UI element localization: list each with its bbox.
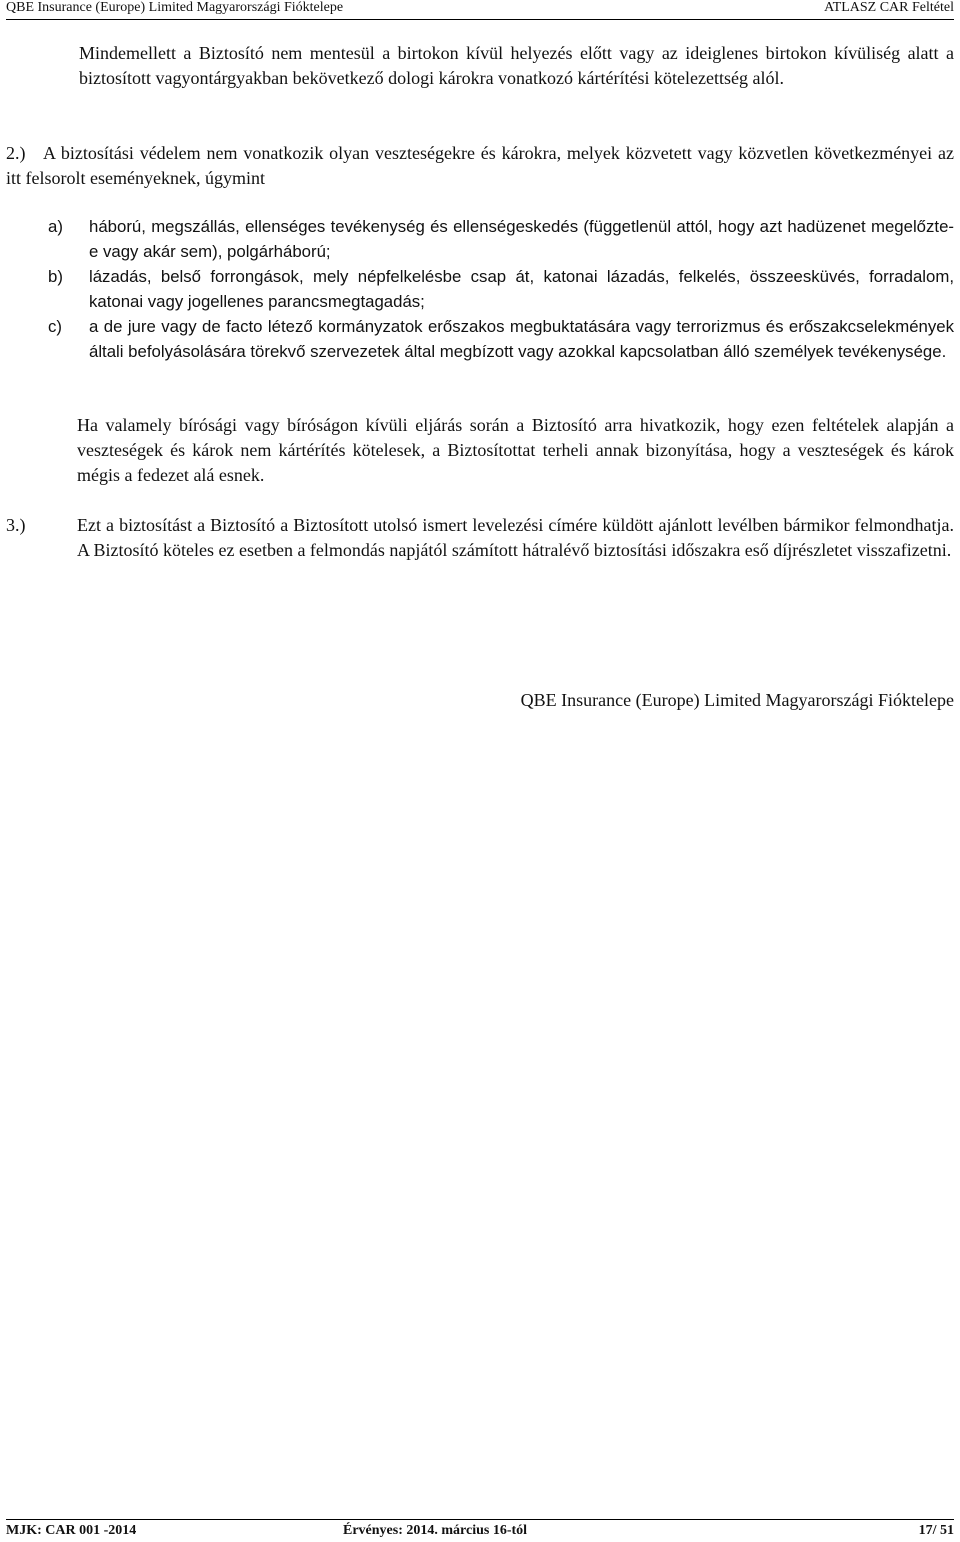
list-item-label-c: c) [48, 317, 62, 336]
footer-code: MJK: CAR 001 -2014 [6, 1523, 137, 1538]
page-header [6, 0, 954, 20]
header-doc-title: ATLASZ CAR Feltétel [824, 0, 954, 15]
section-2-lead: A biztosítási védelem nem vonatkozik olyan veszteségekre és károkra, melyek közvetett vagy közvetlen következményei az itt felsorolt eseményeknek, úgymint [6, 143, 954, 188]
page-footer [6, 1519, 954, 1542]
section-2-number: 2.) [6, 143, 26, 163]
list-item-a: háború, megszállás, ellenséges tevékenység és ellenségeskedés (függetlenül attól, hogy azt hadüzenet megelőzte-e vagy akár sem), polgárháború; [89, 217, 954, 261]
list-item-b: lázadás, belső forrongások, mely népfelkelésbe csap át, katonai lázadás, felkelés, összeesküvés, forradalom, katonai vagy jogellenes parancsmegtagadás; [89, 267, 954, 311]
section-3-text: Ezt a biztosítást a Biztosító a Biztosított utolsó ismert levelezési címére küldött ajánlott levélben bármikor felmondhatja. A Biztosító köteles ez esetben a felmondás napjától számított hátralévő biztosítási időszakra eső díjrészletet visszafizetni. [77, 515, 954, 560]
intro-paragraph: Mindemellett a Biztosító nem mentesül a birtokon kívül helyezés előtt vagy az ideiglenes birtokon kívüliség alatt a biztosított vagyontárgyakban bekövetkező dologi károkra vonatkozó kártérítési kötelezettség alól. [79, 43, 954, 88]
header-company: QBE Insurance (Europe) Limited Magyarországi Fióktelepe [6, 0, 344, 15]
section-3-number: 3.) [6, 515, 26, 535]
section-2-closing: Ha valamely bírósági vagy bíróságon kívüli eljárás során a Biztosító arra hivatkozik, hogy ezen feltételek alapján a veszteségek és károk nem kártérítés kötelesek, a Biztosítottat terheli annak bizonyítása, hogy a veszteségek és károk mégis a fedezet alá esnek. [77, 415, 954, 485]
list-item-label-b: b) [48, 267, 63, 286]
list-item-label-a: a) [48, 217, 63, 236]
signature-company: QBE Insurance (Europe) Limited Magyarországi Fióktelepe [520, 690, 954, 710]
footer-valid: Érvényes: 2014. március 16-tól [343, 1523, 528, 1538]
footer-page-number: 17/ 51 [918, 1523, 954, 1538]
list-item-c: a de jure vagy de facto létező kormányzatok erőszakos megbuktatására vagy terrorizmus és erőszakcselekmények általi befolyásolására törekvő szervezetek által megbízott vagy azokkal kapcsolatban álló személyek tevékenysége. [89, 317, 954, 361]
